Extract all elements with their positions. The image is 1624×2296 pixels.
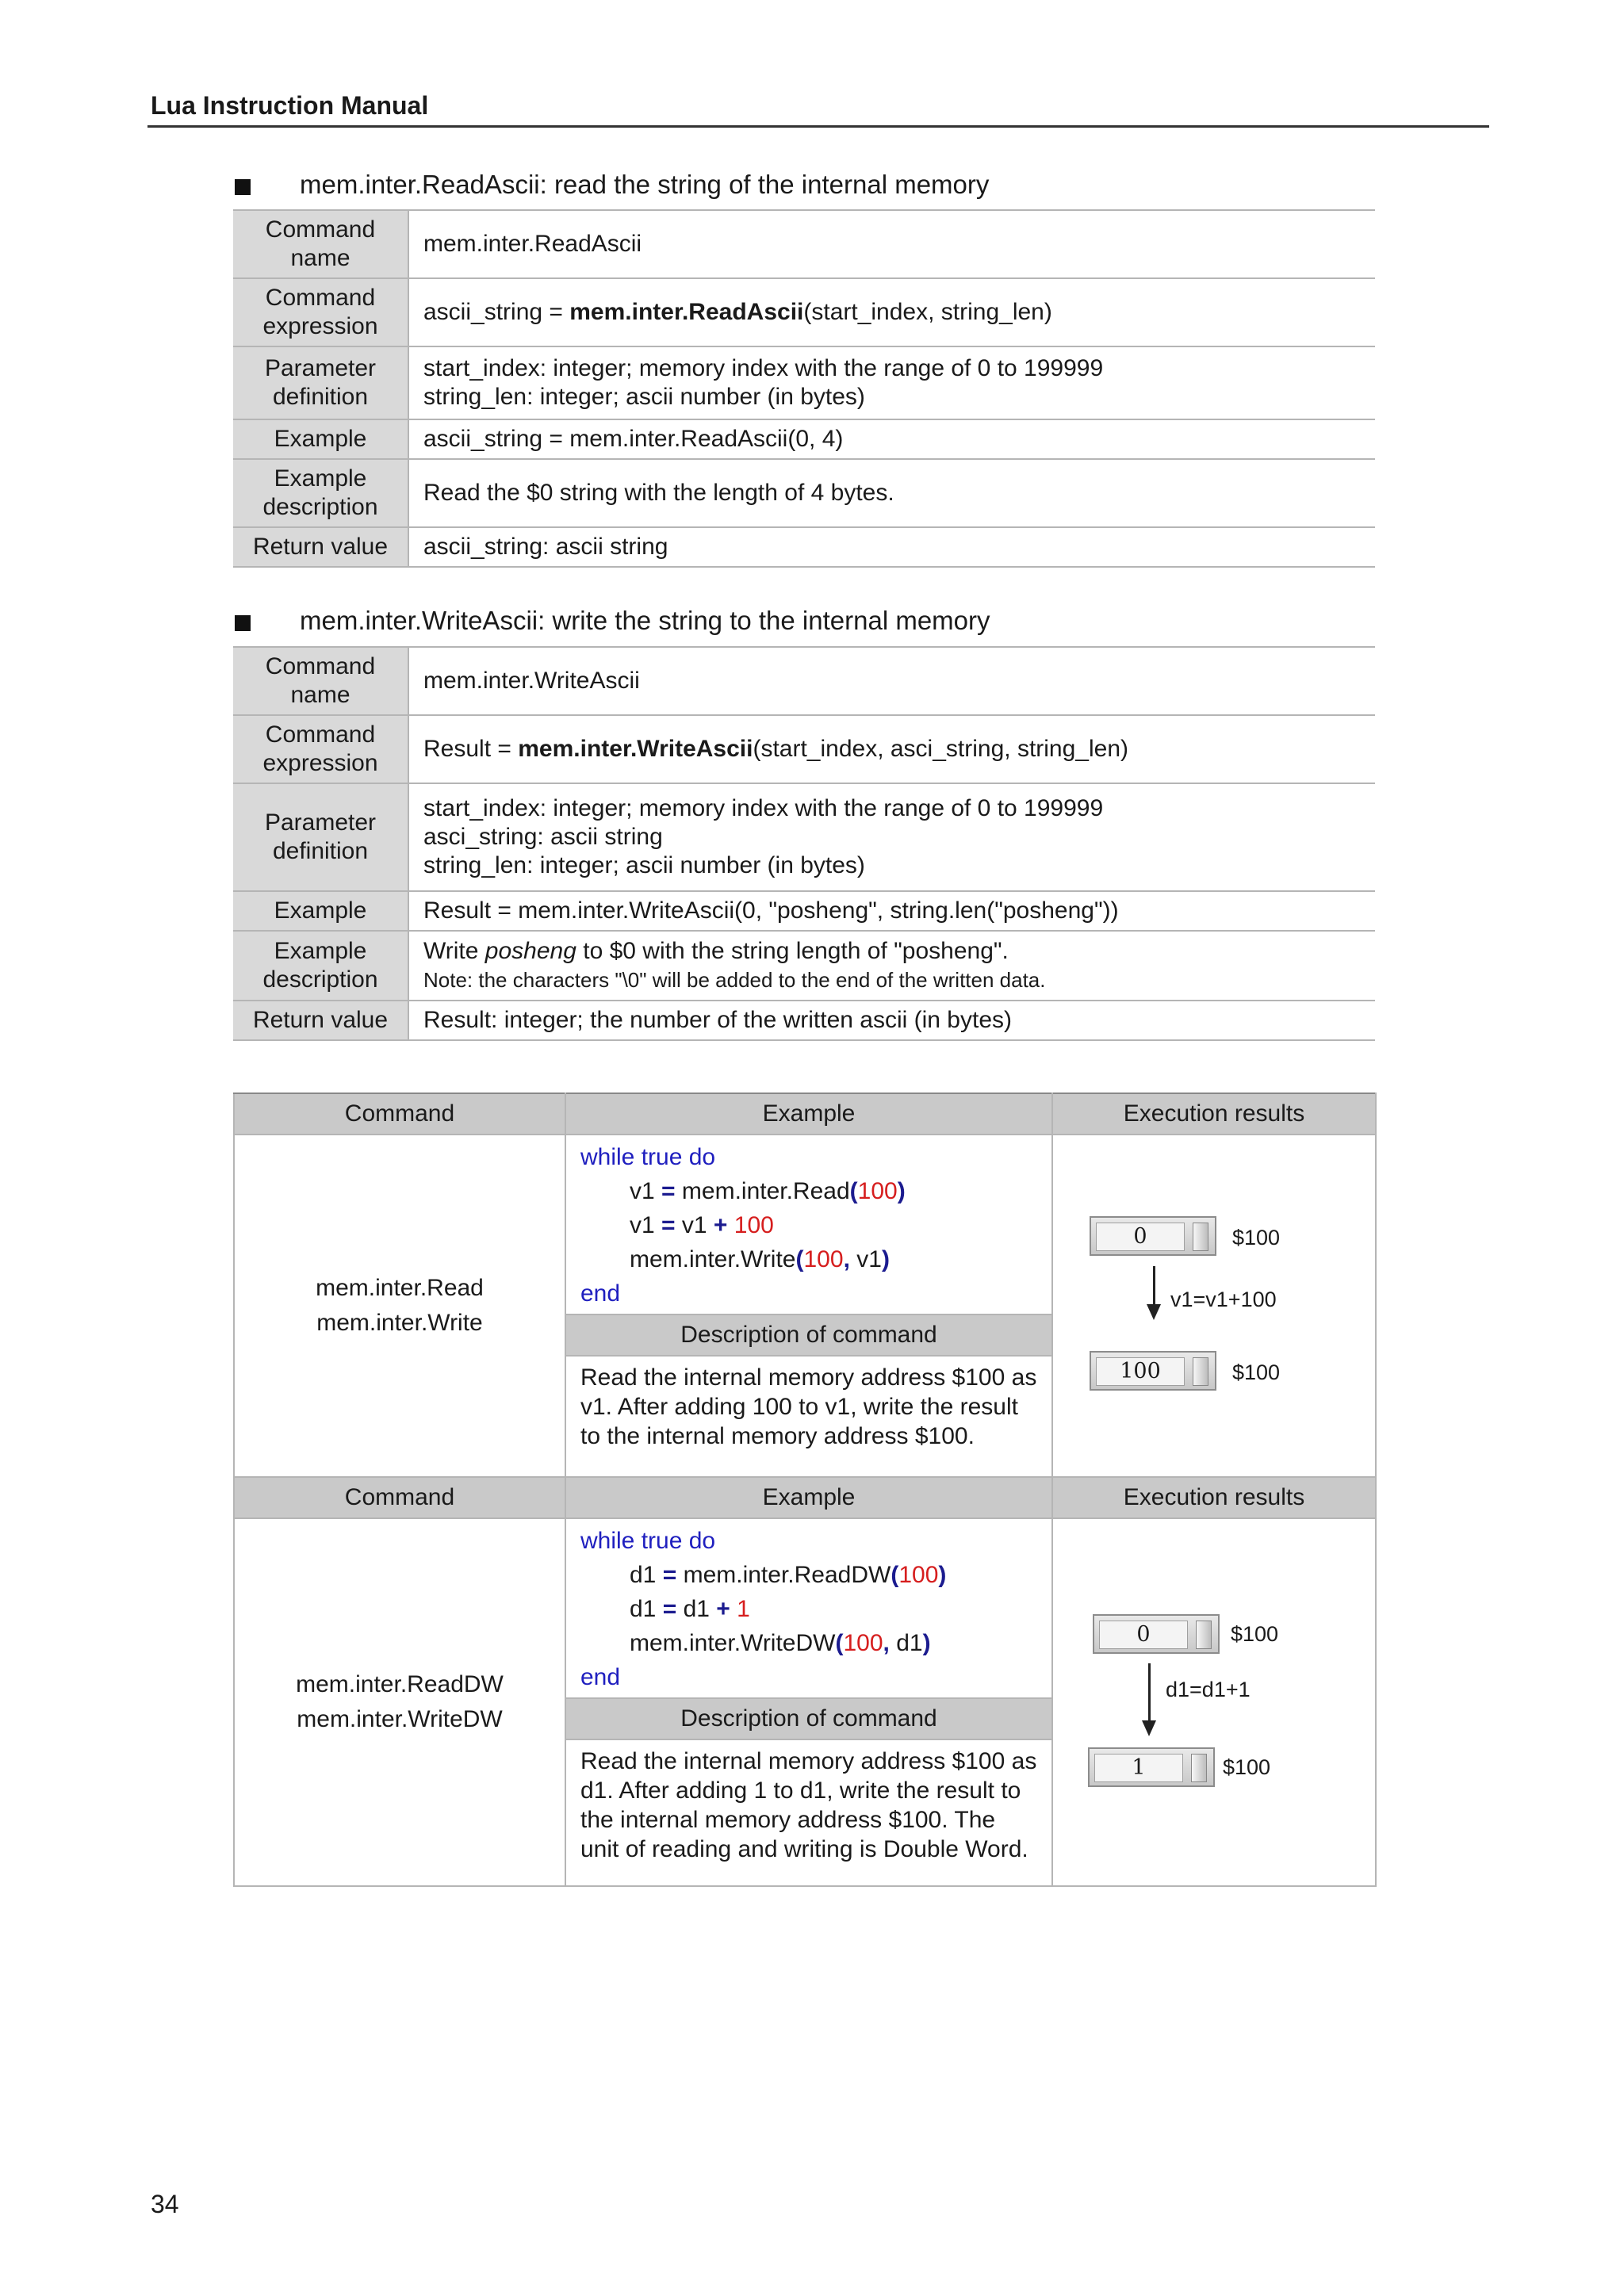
arrow-head-icon [1147,1304,1161,1320]
execution-result-cell [1052,1518,1376,1886]
table-row [233,527,1375,567]
row-key: Example [233,419,408,459]
table-row [234,1135,1376,1477]
examples-header-row [234,1477,1376,1518]
numeric-display-before: 0 [1093,1614,1220,1654]
address-label: $100 [1231,1622,1279,1646]
description-text: Read the internal memory address $100 as v1. After adding 100 to v1, write the result to the internal memory address $100. [580,1364,1037,1449]
command-cell: mem.inter.Read mem.inter.Write [234,1135,565,1477]
address-label: $100 [1223,1755,1271,1779]
readascii-spec-table [233,209,1375,568]
row-key: Parameter definition [233,783,408,891]
row-key: Parameter definition [233,346,408,419]
row-value: Read the $0 string with the length of 4 bytes. [408,459,1375,527]
description-text: Read the internal memory address $100 as d1. After adding 1 to d1, write the result to the internal memory address $100. The unit of reading and writing is Double Word. [580,1748,1037,1862]
results-column-header: Execution results [1052,1477,1376,1518]
example-cell [565,1135,1052,1477]
table-row [233,210,1375,278]
numeric-display-before: 0 [1090,1216,1216,1256]
row-key: Return value [233,1001,408,1040]
examples-table [233,1093,1377,1887]
scroll-knob-icon [1193,1357,1208,1386]
address-label: $100 [1232,1360,1281,1384]
writeascii-spec-table [233,646,1375,1041]
table-row [233,647,1375,715]
code-block: while true do d1 = mem.inter.ReadDW(100) d1 = d1 + 1 mem.inter.WriteDW(100, d1) end [580,1528,947,1690]
row-value: Write posheng to $0 with the string length of "posheng". Note: the characters "\0" will be added to the end of the written data. [408,931,1375,1001]
square-bullet-icon [235,615,251,631]
page-number: 34 [151,2190,179,2218]
scroll-knob-icon [1196,1621,1212,1649]
table-row [233,715,1375,783]
row-value: mem.inter.ReadAscii [408,210,1375,278]
table-row [233,891,1375,931]
command-column-header: Command [234,1477,565,1518]
table-row [233,459,1375,527]
row-key: Example [233,891,408,931]
table-row [234,1518,1376,1886]
row-value: ascii_string = mem.inter.ReadAscii(start_index, string_len) [408,278,1375,346]
formula-label: v1=v1+100 [1170,1288,1277,1311]
row-value: Result = mem.inter.WriteAscii(0, "posheng", string.len("posheng")) [408,891,1375,931]
table-row [233,1001,1375,1040]
table-row [233,346,1375,419]
code-block: while true do v1 = mem.inter.Read(100) v1 = v1 + 100 mem.inter.Write(100, v1) end [580,1144,906,1307]
description-header: Description of command [566,1314,1051,1357]
row-value: Result = mem.inter.WriteAscii(start_index, asci_string, string_len) [408,715,1375,783]
example-cell [565,1518,1052,1886]
execution-result-cell [1052,1135,1376,1477]
formula-label: d1=d1+1 [1166,1678,1251,1701]
table-row [233,783,1375,891]
table-row [233,931,1375,1001]
results-column-header: Execution results [1052,1093,1376,1135]
description-header: Description of command [566,1697,1051,1740]
down-arrow-icon [1153,1266,1155,1306]
row-key: Command expression [233,715,408,783]
row-key: Example description [233,931,408,1001]
section-title-label: mem.inter.WriteAscii: write the string to the internal memory [300,606,990,635]
row-value: start_index: integer; memory index with the range of 0 to 199999 asci_string: ascii string string_len: integer; ascii number (in bytes) [408,783,1375,891]
row-key: Command name [233,647,408,715]
numeric-display-after: 1 [1088,1747,1215,1787]
header-rule [147,125,1489,128]
scroll-knob-icon [1193,1223,1208,1251]
section-title-label: mem.inter.ReadAscii: read the string of the internal memory [300,170,990,199]
row-value: start_index: integer; memory index with the range of 0 to 199999 string_len: integer; ascii number (in bytes) [408,346,1375,419]
examples-header-row [234,1093,1376,1135]
row-value: mem.inter.WriteAscii [408,647,1375,715]
command-cell: mem.inter.ReadDW mem.inter.WriteDW [234,1518,565,1886]
row-key: Return value [233,527,408,567]
row-value: Result: integer; the number of the written ascii (in bytes) [408,1001,1375,1040]
scroll-knob-icon [1191,1754,1207,1782]
manual-title: Lua Instruction Manual [151,91,429,120]
row-key: Example description [233,459,408,527]
row-key: Command name [233,210,408,278]
address-label: $100 [1232,1226,1281,1249]
row-value: ascii_string = mem.inter.ReadAscii(0, 4) [408,419,1375,459]
row-value: ascii_string: ascii string [408,527,1375,567]
table-row [233,419,1375,459]
square-bullet-icon [235,179,251,195]
arrow-head-icon [1142,1720,1156,1736]
note-text: Note: the characters "\0" will be added to the end of the written data. [423,968,1046,992]
example-column-header: Example [565,1477,1052,1518]
down-arrow-icon [1148,1663,1151,1722]
command-column-header: Command [234,1093,565,1135]
row-key: Command expression [233,278,408,346]
example-column-header: Example [565,1093,1052,1135]
table-row [233,278,1375,346]
numeric-display-after: 100 [1090,1351,1216,1391]
